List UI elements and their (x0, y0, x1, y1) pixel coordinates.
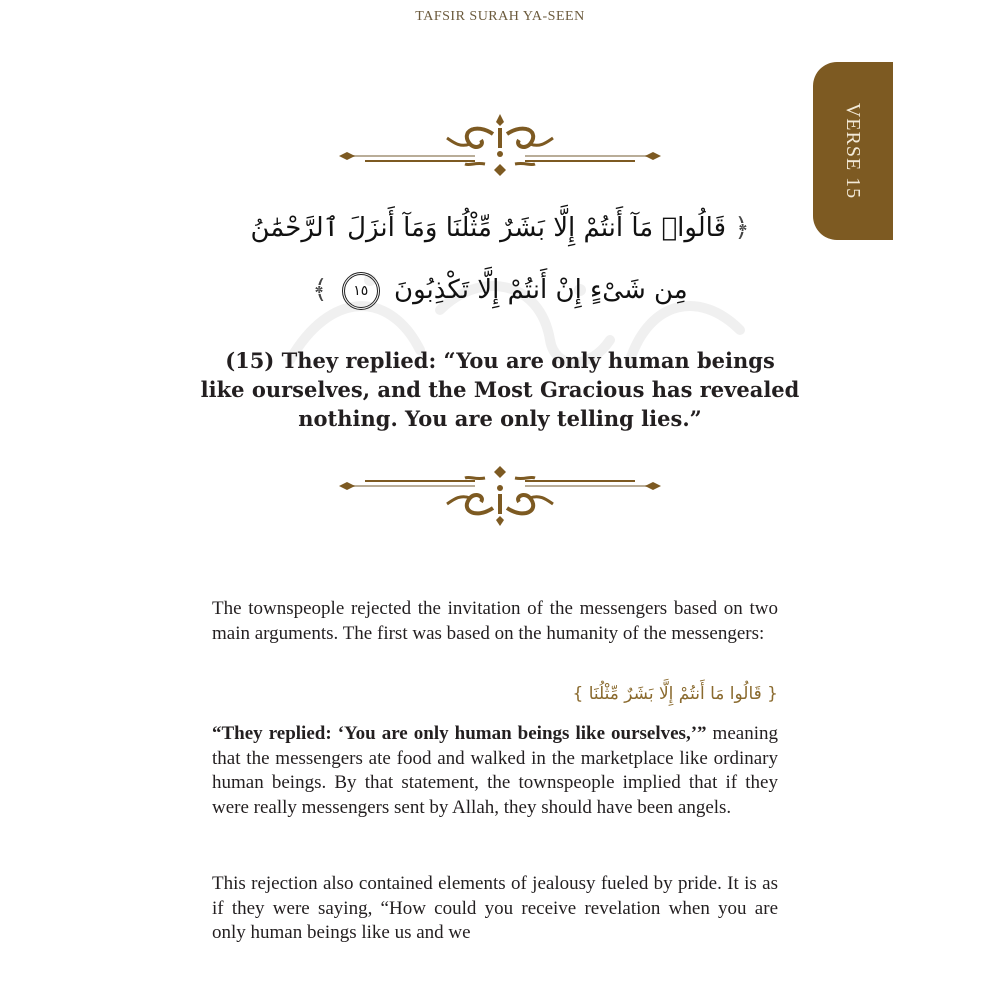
body-paragraph-3: This rejection also contained elements of jealousy fueled by pride. It is as if they were saying, “How could you receive revelation when you are only human beings like us and we (212, 873, 778, 943)
body-paragraph-1: The townspeople rejected the invitation of the messengers based on two main arguments. The first was based on the humanity of the messengers: (212, 598, 778, 644)
verse-tab (813, 62, 893, 240)
ornate-bracket-close: ﴾ (312, 275, 328, 305)
floral-divider-icon (335, 112, 665, 182)
ayah-arabic-line-1 (200, 206, 800, 250)
floral-divider-icon (335, 458, 665, 528)
verse-translation: (15) They replied: “You are only human beings like ourselves, and the Most Gracious has revealed nothing. You are only telling lies.” (200, 348, 800, 431)
ayah-text-line-1: قَالُوا۟ مَآ أَنتُمْ إِلَّا بَشَرٌ مِّثْلُنَا وَمَآ أَنزَلَ ٱلرَّحْمَٰنُ (250, 213, 727, 243)
paragraph-2-text: meaning that the messengers ate food and walked in the marketplace like ordinary human beings. By that statement, the townspeople implied that if they were really messengers sent by Allah, they should have been angels. (212, 723, 778, 818)
quoted-translation-bold: “They replied: ‘You are only human beings like ourselves,’” (212, 723, 707, 744)
ayah-text-line-2: مِن شَىْءٍ إِنْ أَنتُمْ إِلَّا تَكْذِبُونَ (394, 275, 688, 305)
ayah-arabic-line-2 (200, 268, 800, 312)
ayah-number-badge: ١٥ (342, 272, 380, 310)
arabic-quote: { قَالُوا مَا أَنتُمْ إِلَّا بَشَرٌ مِّثْلُنَا } (572, 684, 778, 704)
ornate-bracket-open: ﴿ (734, 213, 750, 243)
running-header: TAFSIR SURAH YA-SEEN (415, 9, 585, 24)
body-paragraph-2 (212, 722, 778, 820)
verse-tab-label: VERSE 15 (842, 102, 864, 200)
